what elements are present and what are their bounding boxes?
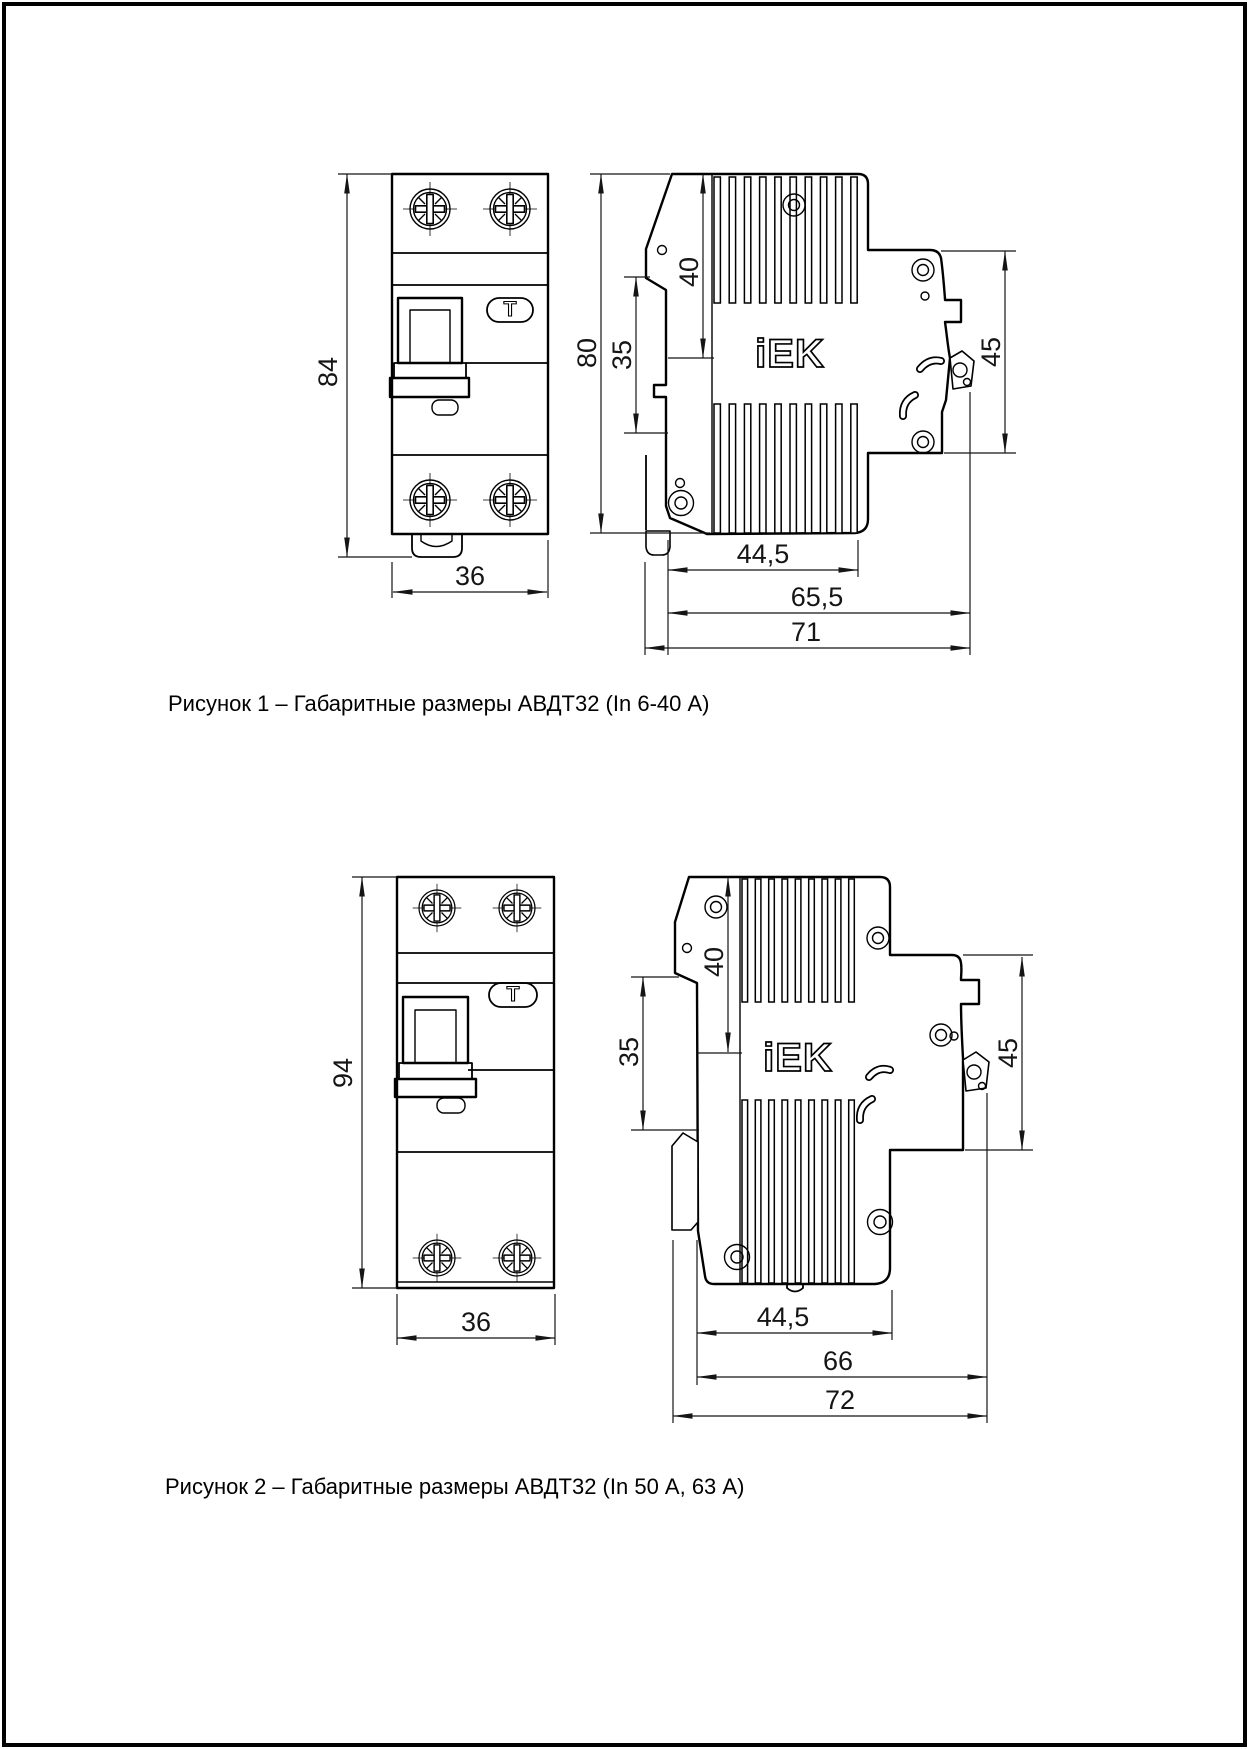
terminal-screw-icon — [413, 884, 462, 933]
terminal-screw-icon — [403, 473, 457, 527]
vent-slots-top — [742, 879, 854, 1002]
dim-label-top-to-rail: 40 — [674, 256, 704, 288]
test-button-label: Т — [503, 298, 517, 321]
vent-slots-bottom — [742, 1100, 854, 1283]
figure1-front-view — [390, 174, 548, 557]
rivet-hole — [950, 1032, 958, 1040]
indicator-window — [432, 400, 458, 415]
dim-label-top-to-rail: 40 — [699, 946, 729, 978]
dim-label-depth-total: 72 — [824, 1385, 856, 1415]
dim-label-width: 36 — [454, 561, 486, 591]
dim-label-terminal-side: 45 — [976, 336, 1006, 368]
iek-logo: iEK — [755, 332, 825, 376]
dim-label-din-rail: 35 — [614, 1036, 644, 1068]
terminal-screw-icon — [403, 182, 457, 236]
iek-logo: iEK — [763, 1036, 833, 1080]
test-button-label: Т — [506, 983, 520, 1006]
toggle-handle — [390, 298, 469, 397]
terminal-screw-icon — [483, 182, 537, 236]
dim-label-depth-terminal: 66 — [822, 1346, 854, 1376]
case-screw-icon — [705, 896, 727, 918]
dim-label-depth-body: 44,5 — [736, 539, 790, 569]
figure2-drawing — [165, 877, 1033, 1499]
test-button — [487, 298, 533, 322]
dim-label-depth-body: 44,5 — [756, 1302, 810, 1332]
figure2-front-view — [395, 877, 554, 1288]
case-screw-icon — [868, 1210, 893, 1235]
vent-slots-bottom — [714, 404, 857, 533]
rivet-hole — [676, 479, 685, 488]
indicator-window — [437, 1098, 465, 1113]
terminal-screw-icon — [413, 1234, 462, 1283]
rivet-hole — [658, 246, 667, 255]
terminal-screw-icon — [483, 473, 537, 527]
dim-label-height: 94 — [328, 1057, 358, 1089]
figure2-side-view — [672, 877, 989, 1292]
dim-label-depth-terminal: 65,5 — [790, 582, 844, 612]
figure1-caption: Рисунок 1 – Габаритные размеры АВДТ32 (In 6-40 А) — [168, 691, 710, 716]
dim-label-terminal-side: 45 — [993, 1037, 1023, 1069]
terminal-screw-icon — [493, 884, 542, 933]
toggle-handle — [395, 997, 476, 1097]
figure2-caption: Рисунок 2 – Габаритные размеры АВДТ32 (In 50 А, 63 А) — [165, 1474, 745, 1499]
dim-label-height: 84 — [313, 356, 343, 388]
dim-label-side-height: 80 — [572, 337, 602, 369]
din-spring-clip — [646, 531, 670, 555]
terminal-screw-icon — [493, 1234, 542, 1283]
dim-label-width: 36 — [460, 1307, 492, 1337]
rivet-hole — [921, 292, 929, 300]
din-clip-tab — [412, 534, 462, 557]
breaker-body — [392, 174, 548, 534]
case-screw-icon — [930, 1024, 952, 1046]
figure1-drawing — [168, 174, 1016, 716]
din-spring-clip — [672, 1133, 698, 1230]
case-screw-icon — [867, 927, 889, 949]
rivet-hole — [683, 944, 692, 953]
case-screw-icon — [912, 431, 934, 453]
case-screw-icon — [912, 259, 934, 281]
case-screw-icon — [669, 491, 694, 516]
test-button — [489, 983, 537, 1007]
dim-label-din-rail: 35 — [607, 339, 637, 371]
dim-label-depth-total: 71 — [790, 617, 822, 647]
figure1-side-view — [646, 174, 974, 555]
vent-slots-top — [714, 177, 857, 303]
